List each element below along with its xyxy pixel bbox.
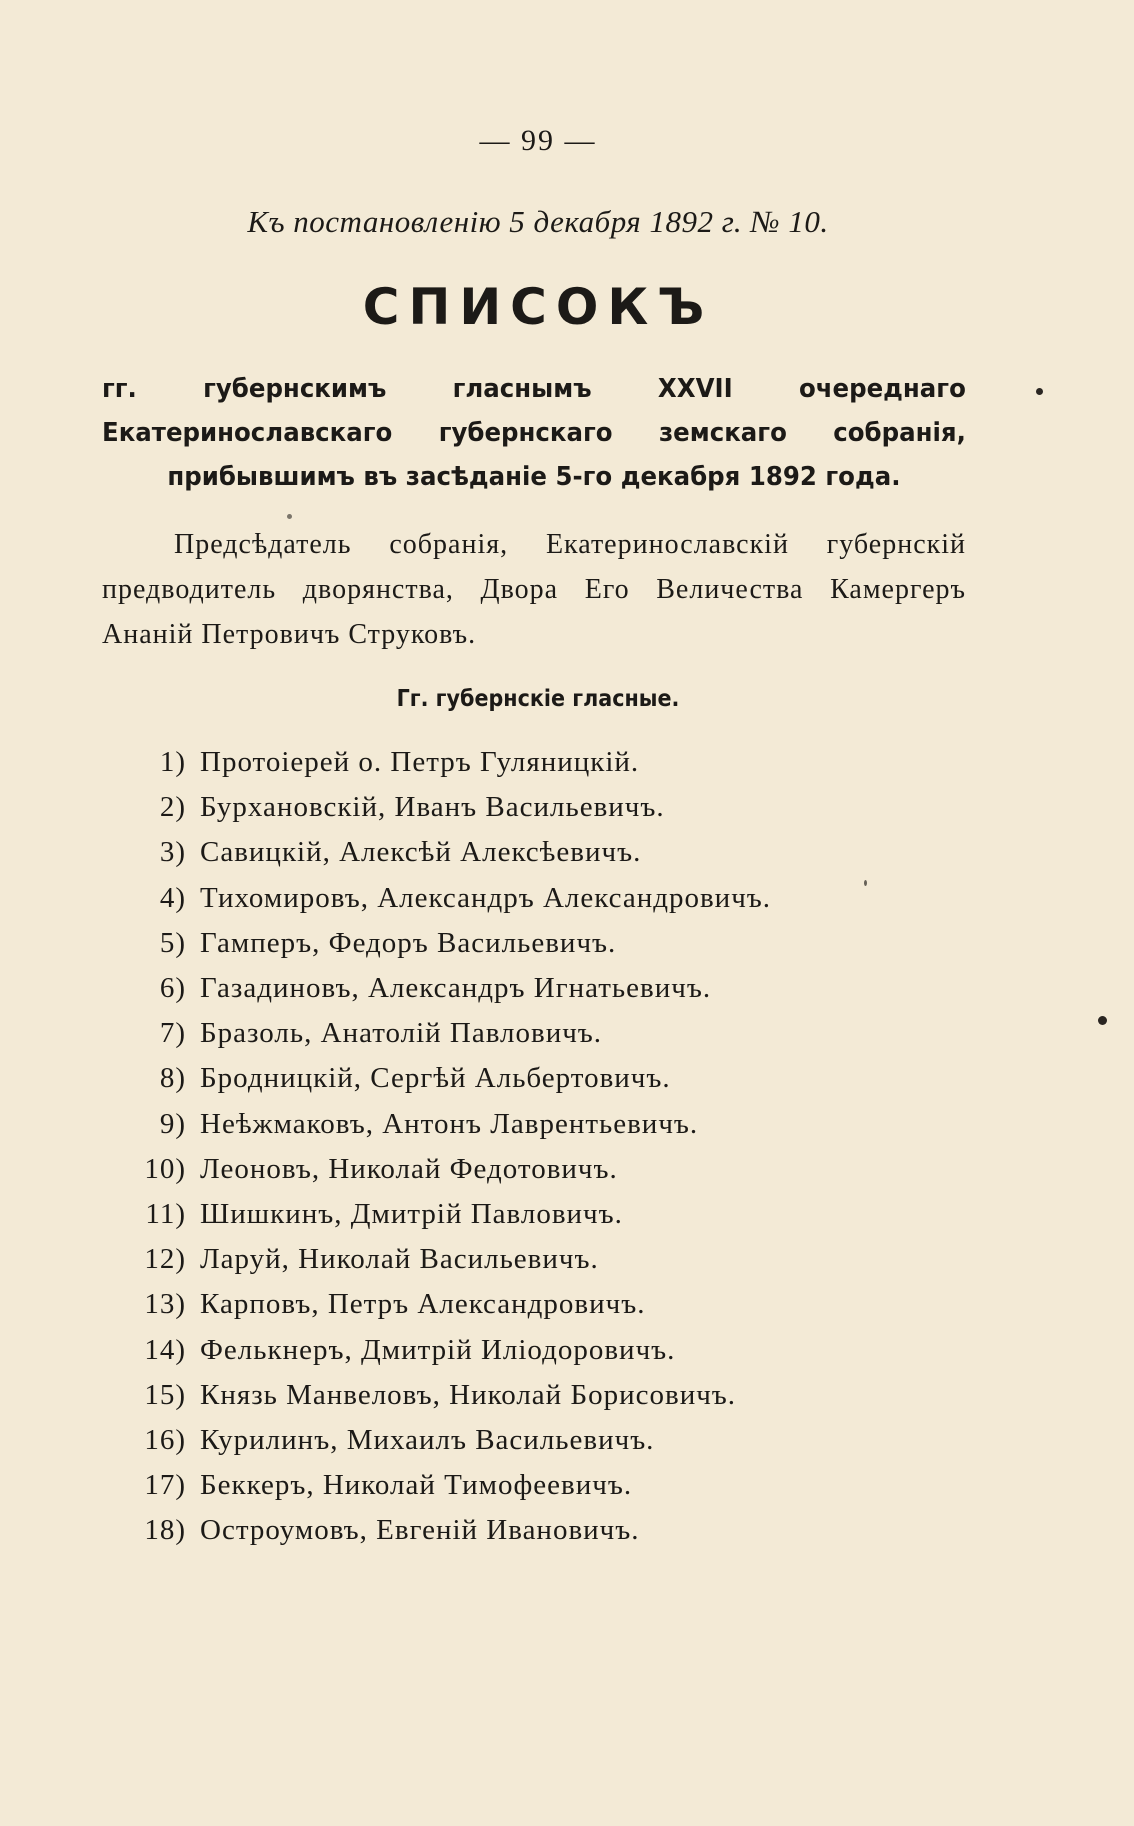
list-item — [0, 1147, 1000, 1192]
list-item — [0, 1192, 1000, 1237]
document-title: СПИСОКЪ — [362, 278, 714, 336]
list-item — [0, 1327, 1000, 1372]
list-item-number: 6) — [159, 972, 186, 1005]
list-item-number: 4) — [159, 881, 186, 914]
page-number: — 99 — — [479, 124, 597, 157]
ink-speck — [1036, 388, 1043, 395]
list-item-number: 2) — [159, 791, 186, 824]
list-item-number: 7) — [159, 1017, 186, 1050]
chairman-paragraph: Предсѣдатель собранія, Екатеринославскій губернскій предводитель дворянства, Двора Его Величества Камергеръ Ананій Петровичъ Струковъ. — [102, 529, 966, 650]
list-item-name: Газадиновъ, Александръ Игнатьевичъ. — [200, 972, 712, 1005]
ink-speck — [1098, 1016, 1107, 1025]
list-item-name: Бурхановскій, Иванъ Васильевичъ. — [200, 791, 665, 824]
list-item-number: 5) — [159, 926, 186, 959]
list-item-name: Шишкинъ, Дмитрій Павловичъ. — [200, 1197, 623, 1230]
list-item-name: Бразоль, Анатолій Павловичъ. — [200, 1017, 603, 1050]
list-item-number: 16) — [144, 1423, 186, 1456]
section-heading: Гг. губернскіе гласные. — [396, 686, 680, 712]
list-item — [0, 921, 1000, 966]
decree-reference: Къ постановленію 5 декабря 1892 г. № 10. — [247, 204, 829, 239]
list-item-number: 13) — [144, 1288, 186, 1321]
list-item-number: 10) — [144, 1152, 186, 1185]
ink-speck — [864, 880, 867, 886]
list-item — [0, 1102, 1000, 1147]
list-item-name: Гамперъ, Федоръ Васильевичъ. — [200, 926, 617, 959]
list-item-name: Остроумовъ, Евгеній Ивановичъ. — [200, 1514, 640, 1547]
list-item-name: Князь Манвеловъ, Николай Борисовичъ. — [200, 1378, 737, 1411]
list-item-number: 14) — [144, 1333, 186, 1366]
list-item-number: 17) — [144, 1469, 186, 1502]
list-item — [0, 1463, 1000, 1508]
list-item — [0, 785, 1000, 830]
list-item — [0, 830, 1000, 875]
ink-speck — [287, 514, 292, 519]
list-item-number: 12) — [144, 1243, 186, 1276]
list-item — [0, 876, 1000, 921]
list-item-name: Курилинъ, Михаилъ Васильевичъ. — [200, 1423, 655, 1456]
list-item — [0, 1418, 1000, 1463]
list-item-name: Леоновъ, Николай Федотовичъ. — [200, 1152, 618, 1185]
list-item — [0, 1011, 1000, 1056]
list-item-name: Бродницкій, Сергѣй Альбертовичъ. — [200, 1062, 671, 1095]
list-item-name: Фелькнеръ, Дмитрій Иліодоровичъ. — [200, 1333, 676, 1366]
list-item-number: 11) — [145, 1197, 186, 1230]
list-item-name: Карповъ, Петръ Александровичъ. — [200, 1288, 646, 1321]
list-item — [0, 966, 1000, 1011]
list-item-number: 15) — [144, 1378, 186, 1411]
list-item-name: Савицкій, Алексѣй Алексѣевичъ. — [200, 836, 642, 869]
list-item-number: 8) — [159, 1062, 186, 1095]
list-item — [0, 1508, 1000, 1553]
list-item — [0, 740, 1000, 785]
list-item-number: 3) — [159, 836, 186, 869]
list-item-name: Протоіерей о. Петръ Гуляницкій. — [200, 746, 640, 779]
list-item — [0, 1056, 1000, 1101]
list-item — [0, 1373, 1000, 1418]
list-item-name: Беккеръ, Николай Тимофеевичъ. — [200, 1469, 633, 1502]
list-item-name: Неѣжмаковъ, Антонъ Лаврентьевичъ. — [200, 1107, 699, 1140]
list-item — [0, 1237, 1000, 1282]
list-item-number: 18) — [144, 1514, 186, 1547]
list-item — [0, 1282, 1000, 1327]
list-item-name: Ларуй, Николай Васильевичъ. — [200, 1243, 599, 1276]
members-list — [0, 740, 1000, 1553]
list-item-number: 1) — [159, 746, 186, 779]
document-subtitle: гг. губернскимъ гласнымъ XXVII очереднаго Екатеринославскаго губернскаго земскаго собранія, прибывшимъ въ засѣданіе 5-го декабря 1892 года. — [102, 374, 966, 492]
list-item-name: Тихомировъ, Александръ Александровичъ. — [200, 881, 772, 914]
list-item-number: 9) — [159, 1107, 186, 1140]
